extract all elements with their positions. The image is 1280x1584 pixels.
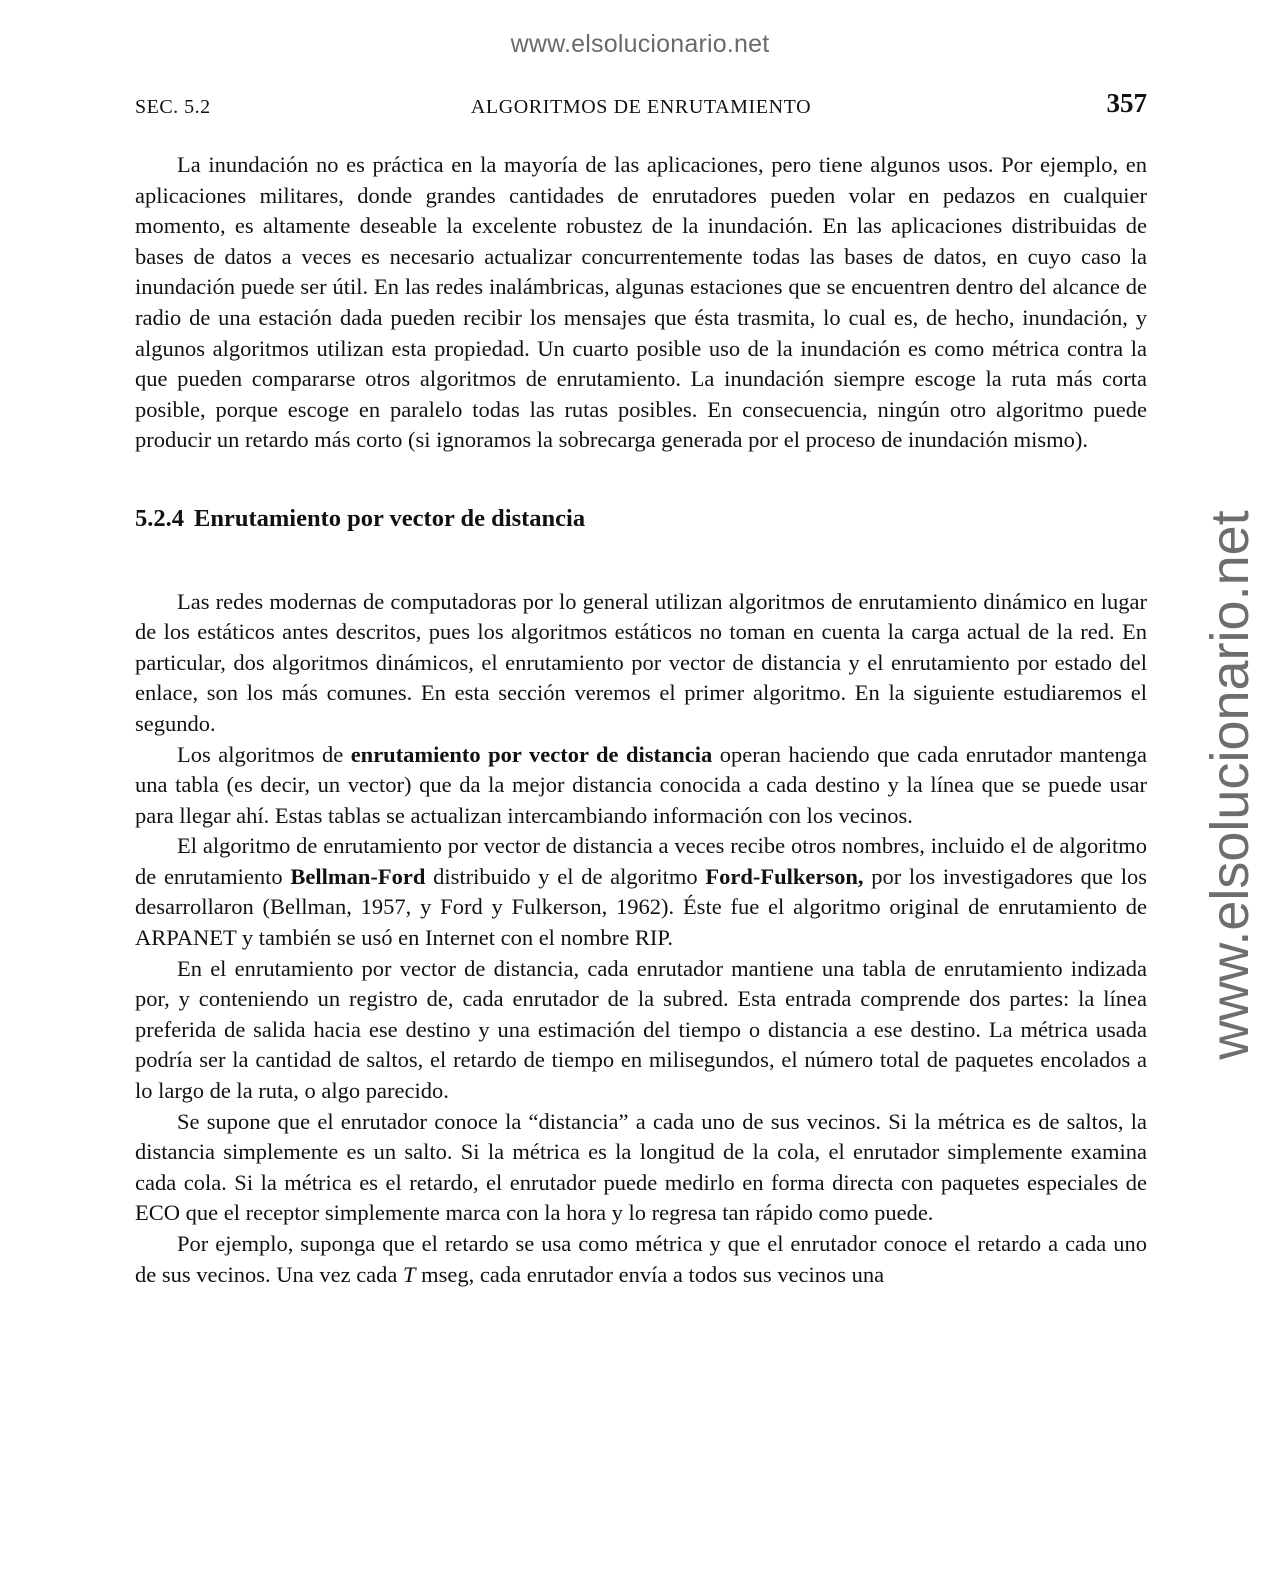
paragraph-3-text-a: El algoritmo de enrutamiento por vector de distancia a veces recibe otros nombres, incluido el de algoritmo de enrutamiento — [135, 833, 1147, 889]
running-head-title: ALGORITMOS DE ENRUTAMIENTO — [470, 96, 812, 118]
variable-t: T — [403, 1261, 416, 1287]
term-distance-vector-routing: enrutamiento por vector de distancia — [350, 741, 713, 767]
running-head — [135, 88, 1147, 124]
section-title: Enrutamiento por vector de distancia — [194, 504, 586, 532]
paragraph-6-text-a: Por ejemplo, suponga que el retardo se usa como métrica y que el enrutador conoce el retardo a cada uno de sus vecinos. Una vez cada — [135, 1231, 1147, 1287]
section-number: 5.2.4 — [135, 504, 184, 532]
intro-paragraph: La inundación no es práctica en la mayoría de las aplicaciones, pero tiene algunos usos. Por ejemplo, en aplicaciones militares, donde grandes cantidades de enrutadores pueden volar en pedazos en cualquier momento, es altamente deseable la excelente robustez de la inundación. En las aplicaciones distribuidas de bases de datos a veces es necesario actualizar concurrentemente todas las bases de datos, en cuyo caso la inundación puede ser útil. En las redes inalámbricas, algunas estaciones que se encuentren dentro del alcance de radio de una estación dada pueden recibir los mensajes que ésta trasmita, lo cual es, de hecho, inundación, y algunos algoritmos utilizan esta propiedad. Un cuarto posible uso de la inundación es como métrica contra la que pueden compararse otros algoritmos de enrutamiento. La inundación siempre escoge la ruta más corta posible, porque escoge en paralelo todas las rutas posibles. En consecuencia, ningún otro algoritmo puede producir un retardo más corto (si ignoramos la sobrecarga generada por el proceso de inundación mismo). — [135, 152, 1147, 453]
top-watermark: www.elsolucionario.net — [510, 30, 770, 58]
paragraph-5: Se supone que el enrutador conoce la “distancia” a cada uno de sus vecinos. Si la métrica es de saltos, la distancia simplemente es un salto. Si la métrica es la longitud de la cola, el enrutador simplemente examina cada cola. Si la métrica es el retardo, el enrutador puede medirlo en forma directa con paquetes especiales de ECO que el receptor simplemente marca con la hora y lo regresa tan rápido como puede. — [135, 1108, 1147, 1226]
paragraph-3 — [135, 831, 1147, 953]
page-body — [135, 150, 1147, 1290]
paragraph-1: Las redes modernas de computadoras por lo general utilizan algoritmos de enrutamiento dinámico en lugar de los estáticos antes descritos, pues los algoritmos estáticos no toman en cuenta la carga actual de la red. En particular, dos algoritmos dinámicos, el enrutamiento por vector de distancia y el enrutamiento por estado del enlace, son los más comunes. En esta sección veremos el primer algoritmo. En la siguiente estudiaremos el segundo. — [135, 588, 1147, 736]
term-ford-fulkerson: Ford-Fulkerson, — [705, 863, 864, 889]
paragraph-2-text-b: operan haciendo que cada enrutador mantenga una tabla (es decir, un vector) que da la mejor distancia conocida a cada destino y la línea que se puede usar para llegar ahí. Estas tablas se actualizan intercambiando información con los vecinos. — [135, 741, 1147, 828]
paragraph-6 — [135, 1229, 1147, 1290]
section-heading — [135, 504, 1147, 535]
paragraph-4: En el enrutamiento por vector de distancia, cada enrutador mantiene una tabla de enrutamiento indizada por, y conteniendo un registro de, cada enrutador de la subred. Esta entrada comprende dos partes: la línea preferida de salida hacia ese destino y una estimación del tiempo o distancia a ese destino. La métrica usada podría ser la cantidad de saltos, el retardo de tiempo en milisegundos, el número total de paquetes encolados a lo largo de la ruta, o algo parecido. — [135, 955, 1147, 1104]
page-number: 357 — [1106, 88, 1147, 118]
paragraph-3-text-c: por los investigadores que los desarrollaron (Bellman, 1957, y Ford y Fulkerson, 1962). Éste fue el algoritmo original de enrutamiento de ARPANET y también se usó en Internet con el nombre RIP. — [135, 863, 1147, 951]
paragraph-2-text-a: Los algoritmos de — [177, 741, 351, 767]
paragraph-2 — [135, 740, 1147, 832]
term-bellman-ford: Bellman-Ford — [290, 863, 426, 889]
side-watermark: www.elsolucionario.net — [1200, 510, 1260, 1060]
running-head-section: SEC. 5.2 — [135, 96, 211, 118]
paragraph-6-text-b: mseg, cada enrutador envía a todos sus vecinos una — [415, 1261, 885, 1287]
paragraph-3-text-b: distribuido y el de algoritmo — [425, 863, 706, 889]
